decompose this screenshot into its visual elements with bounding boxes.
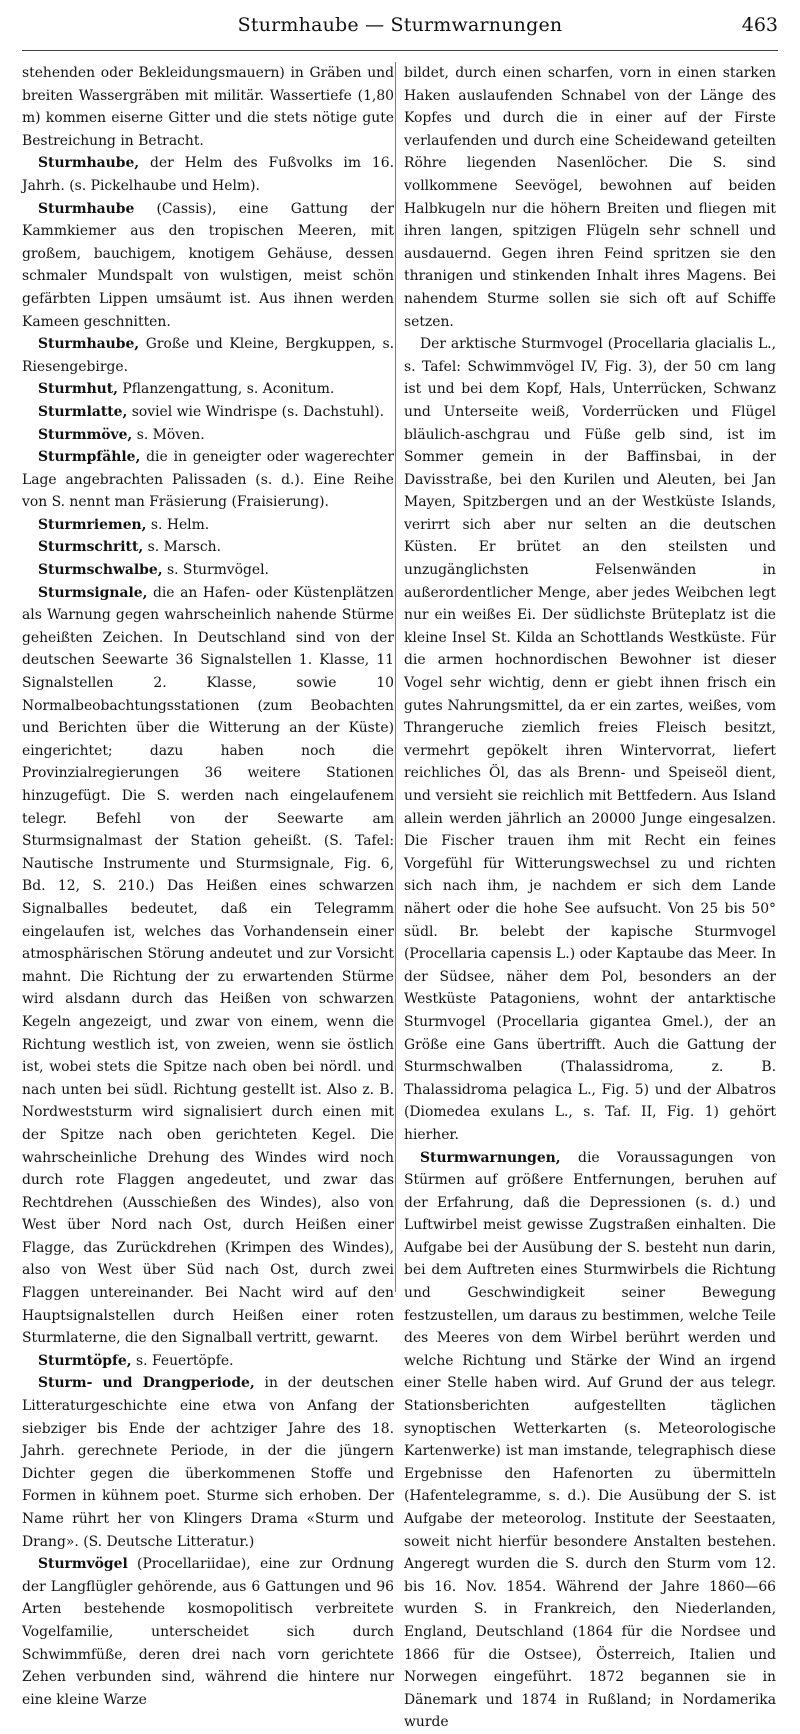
entry-headword: Sturmpfähle, [38, 449, 141, 466]
entry-continuation [404, 62, 776, 333]
header-rule [22, 50, 778, 51]
entry-text: soviel wie Windrispe (s. Dachstuhl). [127, 403, 385, 420]
entry [22, 401, 394, 424]
entry-text: (Procellariidae), eine zur Ordnung der Langflügler gehörende, aus 6 Gattungen und 96 Arten bestehende kosmopolitisch verbreitete Vogelfamilie, unterscheidet sich durch Schwimmfüße, deren drei nach vorn gerichtete Zehen verbunden sind, während die hintere nur eine kleine Warze [22, 1556, 394, 1708]
entry-headword: Sturmtöpfe, [38, 1352, 132, 1369]
entry-text: s. Sturmvögel. [162, 562, 269, 579]
running-head: Sturmhaube — Sturmwarnungen [237, 14, 563, 36]
page-number: 463 [741, 14, 778, 36]
entry [22, 514, 394, 537]
entry-text: Der arktische Sturmvogel (Procellaria glacialis L., s. Tafel: Schwimmvögel IV, Fig. 3), der 50 cm lang ist und bei dem Kopf, Hals, Unterrücken, Schwanz und Unterseite weiß, Vorderrücken und Flügel bläulich-aschgrau und Füße gelb sind, ist im Sommer gemein in der Baffinsbai, in der Davisstraße, bei den Kurilen und Aleuten, bei Jan Mayen, Spitzbergen und an der Westküste Islands, verirrt sich aber nur selten an die deutschen Küsten. Er brütet an den steilsten und unzugänglichsten Felsenwänden in außerordentlicher Menge, aber jedes Weibchen legt nur ein weißes Ei. Der südlichste Brüteplatz ist die kleine Insel St. Kilda an Schottlands Westküste. Für die armen hochnordischen Bewohner ist dieser Vogel sehr wichtig, denn er giebt ihnen frisch ein gutes Nahrungsmittel, da er ein zartes, weißes, vom Thrangeruche ziemlich freies Fleisch besitzt, vermehrt gepökelt ihren Wintervorrat, liefert reichliches Öl, das als Brenn- und Speiseöl dient, und versieht sie reichlich mit Bettfedern. Aus Island allein werden jährlich an 20000 Junge eingesalzen. Die Fischer trauen ihm mit Recht ein feines Vorgefühl für Witterungswechsel zu und richten sich nach ihm, je nachdem er sich dem Lande nähert oder die hohe See aufsucht. Von 25 bis 50° südl. Br. belebt der kapische Sturmvogel (Procellaria capensis L.) oder Kaptaube das Meer. In der Südsee, näher dem Pol, besonders an der Westküste Patagoniens, wohnt der antarktische Sturmvogel (Procellaria gigantea Gmel.), der an Größe eine Gans übertrifft. Auch die Gattung der Sturmschwalben (Thalassidroma, z. B. Thalassidroma pelagica L., Fig. 5) und der Albatros (Diomedea exulans L., s. Taf. II, Fig. 1) gehört hierher. [404, 336, 776, 1143]
column-divider [395, 62, 396, 1292]
entry-headword: Sturmmöve, [38, 426, 133, 443]
entry [22, 1350, 394, 1373]
entry-text: der Helm des Fußvolks im 16. Jahrh. (s. Pickelhaube und Helm). [22, 155, 394, 194]
entry-text: die in geneigter oder wagerechter Lage angebrachten Palissaden (s. d.). Eine Reihe von S. nennt man Fräsierung (Fraisierung). [22, 449, 394, 511]
right-column [404, 62, 776, 1734]
entry [22, 582, 394, 1350]
entry [22, 559, 394, 582]
entry-headword: Sturmlatte, [38, 403, 128, 420]
entry [22, 446, 394, 514]
entry-headword: Sturmsignale, [38, 584, 148, 601]
left-column [22, 62, 394, 1711]
entry [22, 333, 394, 378]
entry-paragraph [404, 333, 776, 1146]
entry [22, 536, 394, 559]
entry-text: die an Hafen- oder Küstenplätzen als Warnung gegen wahrscheinlich nahende Stürme geheißten Zeichen. In Deutschland sind von der deutschen Seewarte 36 Signalstellen 1. Klasse, 11 Signalstellen 2. Klasse, sowie 10 Normalbeobachtungsstationen (zum Beobachten und Berichten über die Witterung an der Küste) eingerichtet; dazu haben noch die Provinzialregierungen 36 weitere Stationen hinzugefügt. Die S. werden nach eingelaufenem telegr. Befehl von der Seewarte am Sturmsignalmast der Station geheißt. (S. Tafel: Nautische Instrumente und Sturmsignale, Fig. 6, Bd. 12, S. 210.) Das Heißen eines schwarzen Signalballes bedeutet, daß ein Telegramm eingelaufen ist, welches das Vorhandensein einer atmosphärischen Störung andeutet und zur Vorsicht mahnt. Die Richtung der zu erwartenden Stürme wird alsdann durch das Heißen von schwarzen Kegeln angezeigt, und zwar von einem, wenn die Richtung westlich ist, von zweien, wenn sie östlich ist, wobei stets die Spitze nach oben bei nördl. und nach unten bei südl. Richtung gestellt ist. Also z. B. Nordweststurm wird signalisiert durch einen mit der Spitze nach oben gerichteten Kegel. Die wahrscheinliche Drehung des Windes wird noch durch rote Flaggen angedeutet, und zwar das Rechtdrehen (Ausschießen des Windes), also von West über Nord nach Ost, durch Heißen einer Flagge, das Zurückdrehen (Krimpen des Windes), also von West über Süd nach Ost, durch zwei Flaggen untereinander. Bei Nacht wird auf den Hauptsignalstellen durch Heißen einer roten Sturmlaterne, die den Signalball vertritt, gewarnt. [22, 584, 394, 1347]
entry [22, 152, 394, 197]
page-header [0, 14, 800, 46]
entry-continuation [22, 62, 394, 152]
entry-text: s. Helm. [146, 516, 210, 533]
entry-headword: Sturmhaube [38, 200, 135, 217]
entry-text: die Voraussagungen von Stürmen auf größere Entfernungen, beruhen auf der Erfahrung, daß die Depressionen (s. d.) und Luftwirbel meist gewisse Zugstraßen einhalten. Die Aufgabe bei der Ausübung der S. besteht nun darin, bei dem Auftreten eines Sturmwirbels die Richtung und Geschwindigkeit seiner Bewegung festzustellen, um daraus zu bestimmen, welche Teile des Meeres von dem Wirbel berührt werden und welche Richtung und Stärke der Wind an irgend einer Stelle haben wird. Auf Grund der aus telegr. Stationsberichten aufgestellten täglichen synoptischen Wetterkarten (s. Meteorologische Kartenwerke) ist man imstande, telegraphisch diese Ergebnisse den Hafenorten zu übermitteln (Hafentelegramme, s. d.). Die Ausübung der S. ist Aufgabe der meteorolog. Institute der Seestaaten, soweit nicht hierfür besondere Anstalten bestehen. Angeregt wurden die S. durch den Sturm vom 12. bis 16. Nov. 1854. Während der Jahre 1860—66 wurden S. in Frankreich, den Niederlanden, England, Deutschland (1864 für die Nordsee und 1866 für die Ostsee), Österreich, Italien und Norwegen eingeführt. 1872 begannen sie in Dänemark und 1874 in Rußland; in Nordamerika wurde [404, 1149, 776, 1731]
entry [22, 1372, 394, 1553]
entry-text: Pflanzengattung, s. Aconitum. [118, 381, 335, 398]
entry-headword: Sturm- und Drangperiode, [38, 1375, 255, 1392]
entry-text: bildet, durch einen scharfen, vorn in einen starken Haken auslaufenden Schnabel von der Länge des Kopfes und durch die in einer auf der Firste verlaufenden und durch eine Scheidewand geteilten Röhre liegenden Nasenlöcher. Die S. sind vollkommene Seevögel, bewohnen auf beiden Halbkugeln nur die höhern Breiten und fliegen mit ihren langen, spitzigen Flügeln sehr schnell und ausdauernd. Gegen ihren Feind spritzen sie den thranigen und stinkenden Inhalt ihres Magens. Bei nahendem Sturme sollen sie sich oft auf Schiffe setzen. [404, 65, 776, 330]
entry-headword: Sturmhaube, [38, 336, 140, 353]
entry-headword: Sturmschwalbe, [38, 562, 163, 579]
entry-headword: Sturmvögel [38, 1556, 128, 1573]
entry-text: (Cassis), eine Gattung der Kammkiemer aus den tropischen Meeren, mit großem, bauchigem, knotigem Gehäuse, dessen schmaler Mundspalt von wulstigen, meist schön gefärbten Lippen umsäumt ist. Aus ihnen werden Kameen geschnitten. [22, 200, 394, 330]
entry-text: stehenden oder Bekleidungsmauern) in Gräben und breiten Wassergräben mit militär. Wassertiefe (1,80 m) kommen eiserne Gitter und die stets nötige gute Bestreichung in Betracht. [22, 65, 394, 149]
entry-headword: Sturmhut, [38, 381, 119, 398]
entry-text: s. Möven. [132, 426, 205, 443]
entry-text: s. Marsch. [143, 539, 222, 556]
entry-text: Große und Kleine, Bergkuppen, s. Riesengebirge. [22, 336, 394, 375]
entry-headword: Sturmschritt, [38, 539, 144, 556]
entry [22, 378, 394, 401]
entry-text: s. Feuertöpfe. [131, 1352, 234, 1369]
entry [22, 1553, 394, 1711]
entry-headword: Sturmwarnungen, [420, 1149, 561, 1166]
entry [404, 1147, 776, 1734]
entry-text: in der deutschen Litteraturgeschichte eine etwa von Anfang der siebziger bis Ende der achtziger Jahre des 18. Jahrh. gerechnete Periode, in der die jüngern Dichter gegen die überkommenen Stoffe und Formen in kühnem poet. Sturme sich erhoben. Der Name rührt her von Klingers Drama «Sturm und Drang». (S. Deutsche Litteratur.) [22, 1375, 394, 1550]
entry [22, 198, 394, 334]
entry [22, 424, 394, 447]
entry-headword: Sturmriemen, [38, 516, 147, 533]
entry-headword: Sturmhaube, [38, 155, 140, 172]
